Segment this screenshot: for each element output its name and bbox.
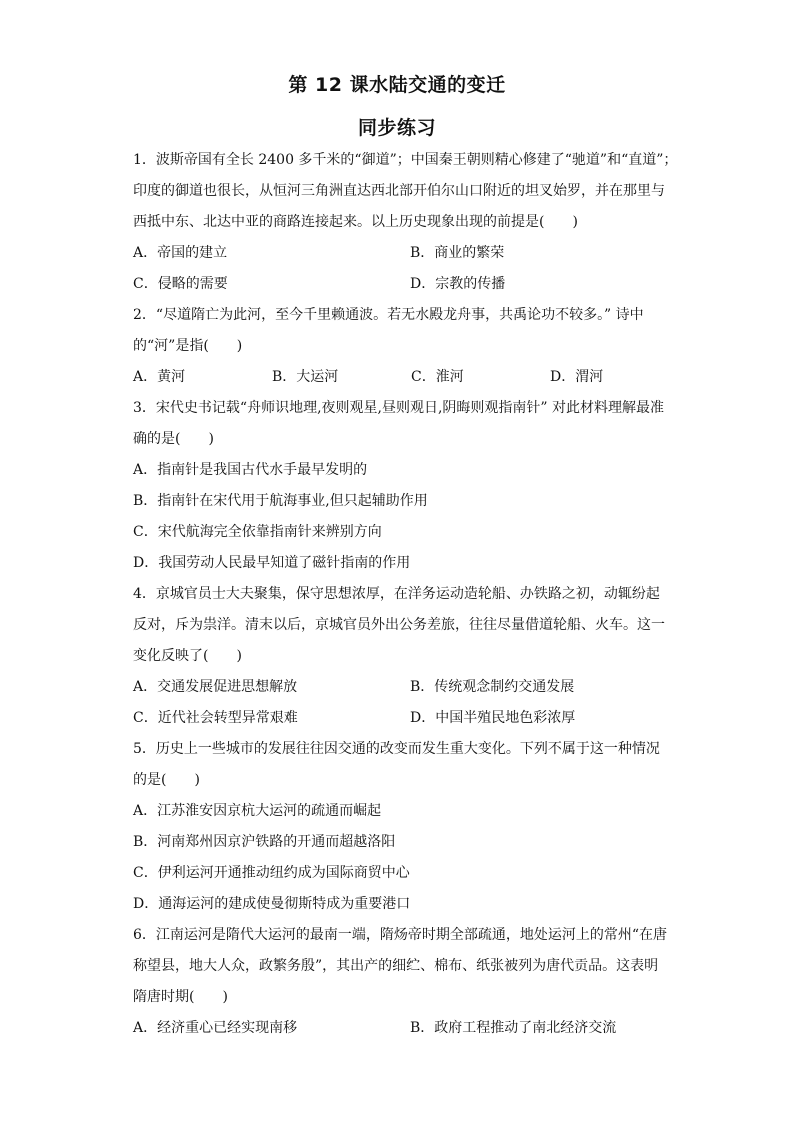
option-d: D．通海运河的建成使曼彻斯特成为重要港口: [133, 896, 411, 912]
option-d: D．宗教的传播: [410, 276, 506, 292]
option-c: C．侵略的需要: [133, 276, 228, 292]
question-stem-line: 2．“尽道隋亡为此河，至今千里赖通波。若无水殿龙舟事，共禹论功不较多。” 诗中: [133, 307, 644, 323]
option-c: C．近代社会转型异常艰难: [133, 710, 298, 726]
option-b: B．商业的繁荣: [410, 245, 505, 261]
question-3: [133, 393, 663, 579]
option-b: B．指南针在宋代用于航海事业,但只起辅助作用: [133, 493, 428, 509]
option-b: B．传统观念制约交通发展: [410, 679, 575, 695]
question-stem-line: 反对，斥为祟洋。清末以后，京城官员外出公务差旅，往往尽量借道轮船、火车。这一: [133, 617, 665, 633]
question-4: [133, 579, 663, 734]
document-title: 第 12 课水陆交通的变迁: [288, 74, 506, 96]
question-stem-line: 1．波斯帝国有全长 2400 多千米的“御道”；中国秦王朝则精心修建了“驰道”和“直道”；: [133, 152, 678, 168]
question-stem-line: 5．历史上一些城市的发展往往因交通的改变而发生重大变化。下列不属于这一种情况: [133, 741, 660, 757]
question-stem-line: 4．京城官员士大夫聚集，保守思想浓厚，在洋务运动造轮船、办铁路之初，动辄纷起: [133, 586, 660, 602]
option-d: D．中国半殖民地色彩浓厚: [410, 710, 576, 726]
option-b: B．大运河: [272, 369, 339, 385]
question-stem-line: 隋唐时期( ): [133, 989, 228, 1005]
question-stem-line: 的是( ): [133, 772, 200, 788]
option-b: B．政府工程推动了南北经济交流: [410, 1020, 617, 1036]
question-stem-line: 6．江南运河是隋代大运河的最南一端，隋炀帝时期全部疏通，地处运河上的常州“在唐: [133, 927, 668, 943]
question-2: [133, 300, 663, 393]
question-list: [133, 145, 678, 1044]
document-subtitle: 同步练习: [357, 117, 436, 139]
option-row: [133, 362, 663, 393]
option-row: [133, 238, 663, 269]
option-d: D．渭河: [550, 369, 604, 385]
option-c: C．淮河: [411, 369, 464, 385]
question-stem-line: 西抵中东、北达中亚的商路连接起来。以上历史现象出现的前提是( ): [133, 214, 578, 230]
question-stem-line: 印度的御道也很长，从恒河三角洲直达西北部开伯尔山口附近的坦叉始罗，并在那里与: [133, 183, 665, 199]
option-a: A．江苏淮安因京杭大运河的疏通而崛起: [133, 803, 382, 819]
question-1: [133, 145, 678, 300]
question-5: [133, 734, 663, 920]
option-a: A．交通发展促进思想解放: [133, 679, 298, 695]
option-a: A．经济重心已经实现南移: [133, 1020, 298, 1036]
question-stem-line: 确的是( ): [133, 431, 214, 447]
question-stem-line: 称望县，地大人众，政繁务殷”，其出产的细纻、棉布、纸张被列为唐代贡品。这表明: [133, 958, 659, 974]
question-stem-line: 3．宋代史书记载“舟师识地理,夜则观星,昼则观日,阴晦则观指南针” 对此材料理解最准: [133, 400, 665, 416]
option-row: [133, 269, 663, 300]
option-b: B．河南郑州因京沪铁路的开通而超越洛阳: [133, 834, 396, 850]
option-a: A．帝国的建立: [133, 245, 228, 261]
option-row: [133, 1013, 663, 1044]
question-stem-line: 变化反映了( ): [133, 648, 242, 664]
question-6: [133, 920, 668, 1044]
option-c: C．宋代航海完全依靠指南针来辨别方向: [133, 524, 382, 540]
option-row: [133, 703, 663, 734]
question-stem-line: 的“河”是指( ): [133, 338, 243, 354]
option-d: D．我国劳动人民最早知道了磁针指南的作用: [133, 555, 411, 571]
option-row: [133, 672, 663, 703]
option-a: A．指南针是我国古代水手最早发明的: [133, 462, 368, 478]
option-a: A．黄河: [133, 369, 186, 385]
option-c: C．伊利运河开通推动纽约成为国际商贸中心: [133, 865, 410, 881]
